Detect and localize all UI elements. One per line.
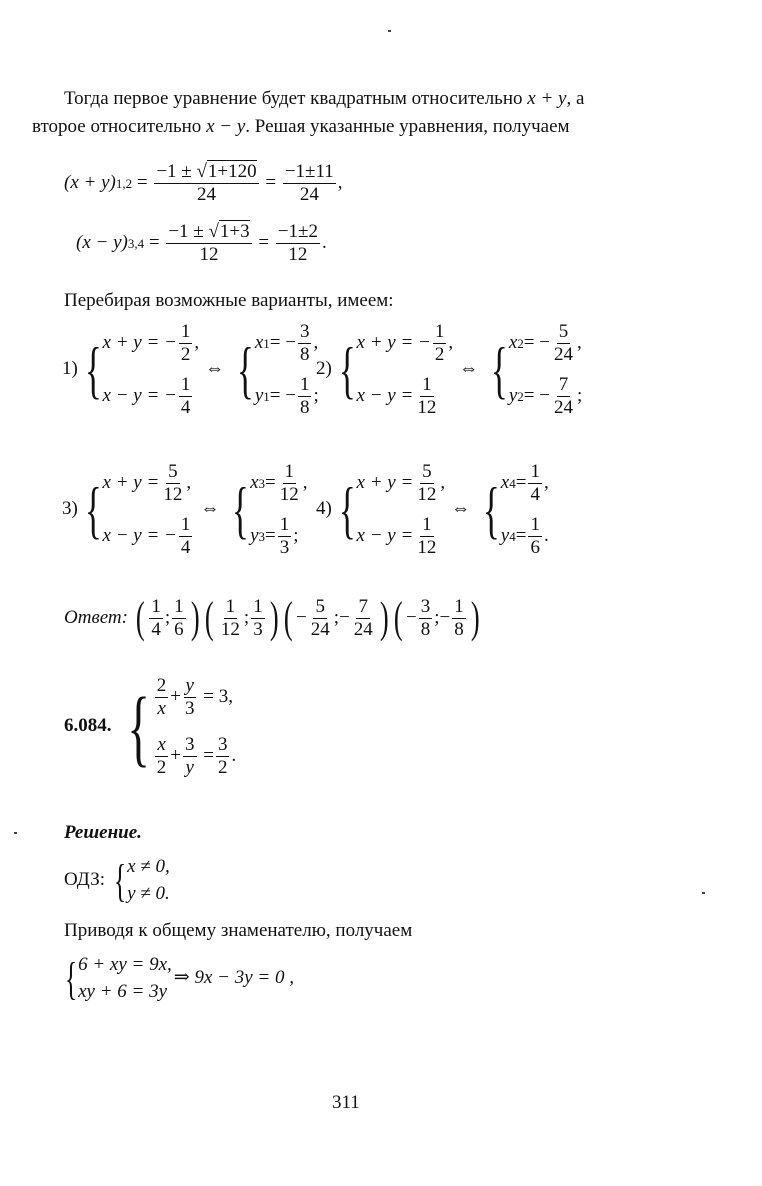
case-2: 2) { x + y = − $\frac{1}{2}$ , x − y = $\frac{1}{12}$ ⇔ { x 2 = − $\frac{5}{24}$ , y 2 = − $\frac{7}{24}$ ; [316, 321, 583, 418]
solution-label: Решение. [64, 822, 142, 843]
case-3: 3) { x + y = $\frac{5}{12}$ , x − y = − $\frac{1}{4}$ ⇔ { x 3 = $\frac{1}{12}$ , y 3 = $\frac{1}{3}$ ; [62, 461, 308, 558]
odz: ОДЗ: { x ≠ 0, y ≠ 0. [64, 854, 170, 906]
page-number: 311 [332, 1092, 360, 1113]
problem-6-084: 6.084. { $\frac{2}{x}$ + $\frac{y}{3}$ = 3, $\frac{x}{2}$ + $\frac{3}{y}$ = $\frac{3}{2}$ . [64, 675, 237, 778]
cases-intro: Перебирая возможные варианты, имеем: [64, 290, 394, 311]
common-denominator-text: Приводя к общему знаменателю, получаем [64, 920, 413, 941]
intro-line-1: Тогда первое уравнение будет квадратным относительно x + y, а [64, 88, 585, 109]
scan-speck [14, 832, 17, 834]
case-1: 1) { x + y = − $\frac{1}{2}$ , x − y = − $\frac{1}{4}$ ⇔ { x 1 = − $\frac{3}{8}$ , y 1 = − $\frac{1}{8}$ ; [62, 321, 319, 418]
intro-line-2: второе относительно x − y. Решая указанные уравнения, получаем [32, 116, 570, 137]
equation-x-plus-y: (x + y) 1,2 = $\frac{-1 \pm √1+120}{24}$ = $\frac{-1\pm 11}{24}$ , [64, 161, 343, 205]
equation-x-minus-y: (x − y) 3,4 = $\frac{-1 \pm √1+3}{12}$ = $\frac{-1\pm 2}{12}$ . [76, 221, 327, 265]
scan-speck [702, 892, 705, 894]
case-4: 4) { x + y = $\frac{5}{12}$ , x − y = $\frac{1}{12}$ ⇔ { x 4 = $\frac{1}{4}$ , y 4 = $\frac{1}{6}$ . [316, 461, 549, 558]
derived-system: { 6 + xy = 9x, xy + 6 = 3y ⇒ 9x − 3y = 0 , [64, 952, 294, 1004]
scan-speck [388, 30, 391, 32]
answer: Ответ: ( $\frac{1}{4}$ ; $\frac{1}{6}$ ) ( $\frac{1}{12}$ ; $\frac{1}{3}$ ) ( − $\frac{5}{24}$ ; − $\frac{7}{24}$ ) ( − $\frac{3}{8}$ ; − $\frac{1}{8}$ ) [64, 593, 480, 642]
